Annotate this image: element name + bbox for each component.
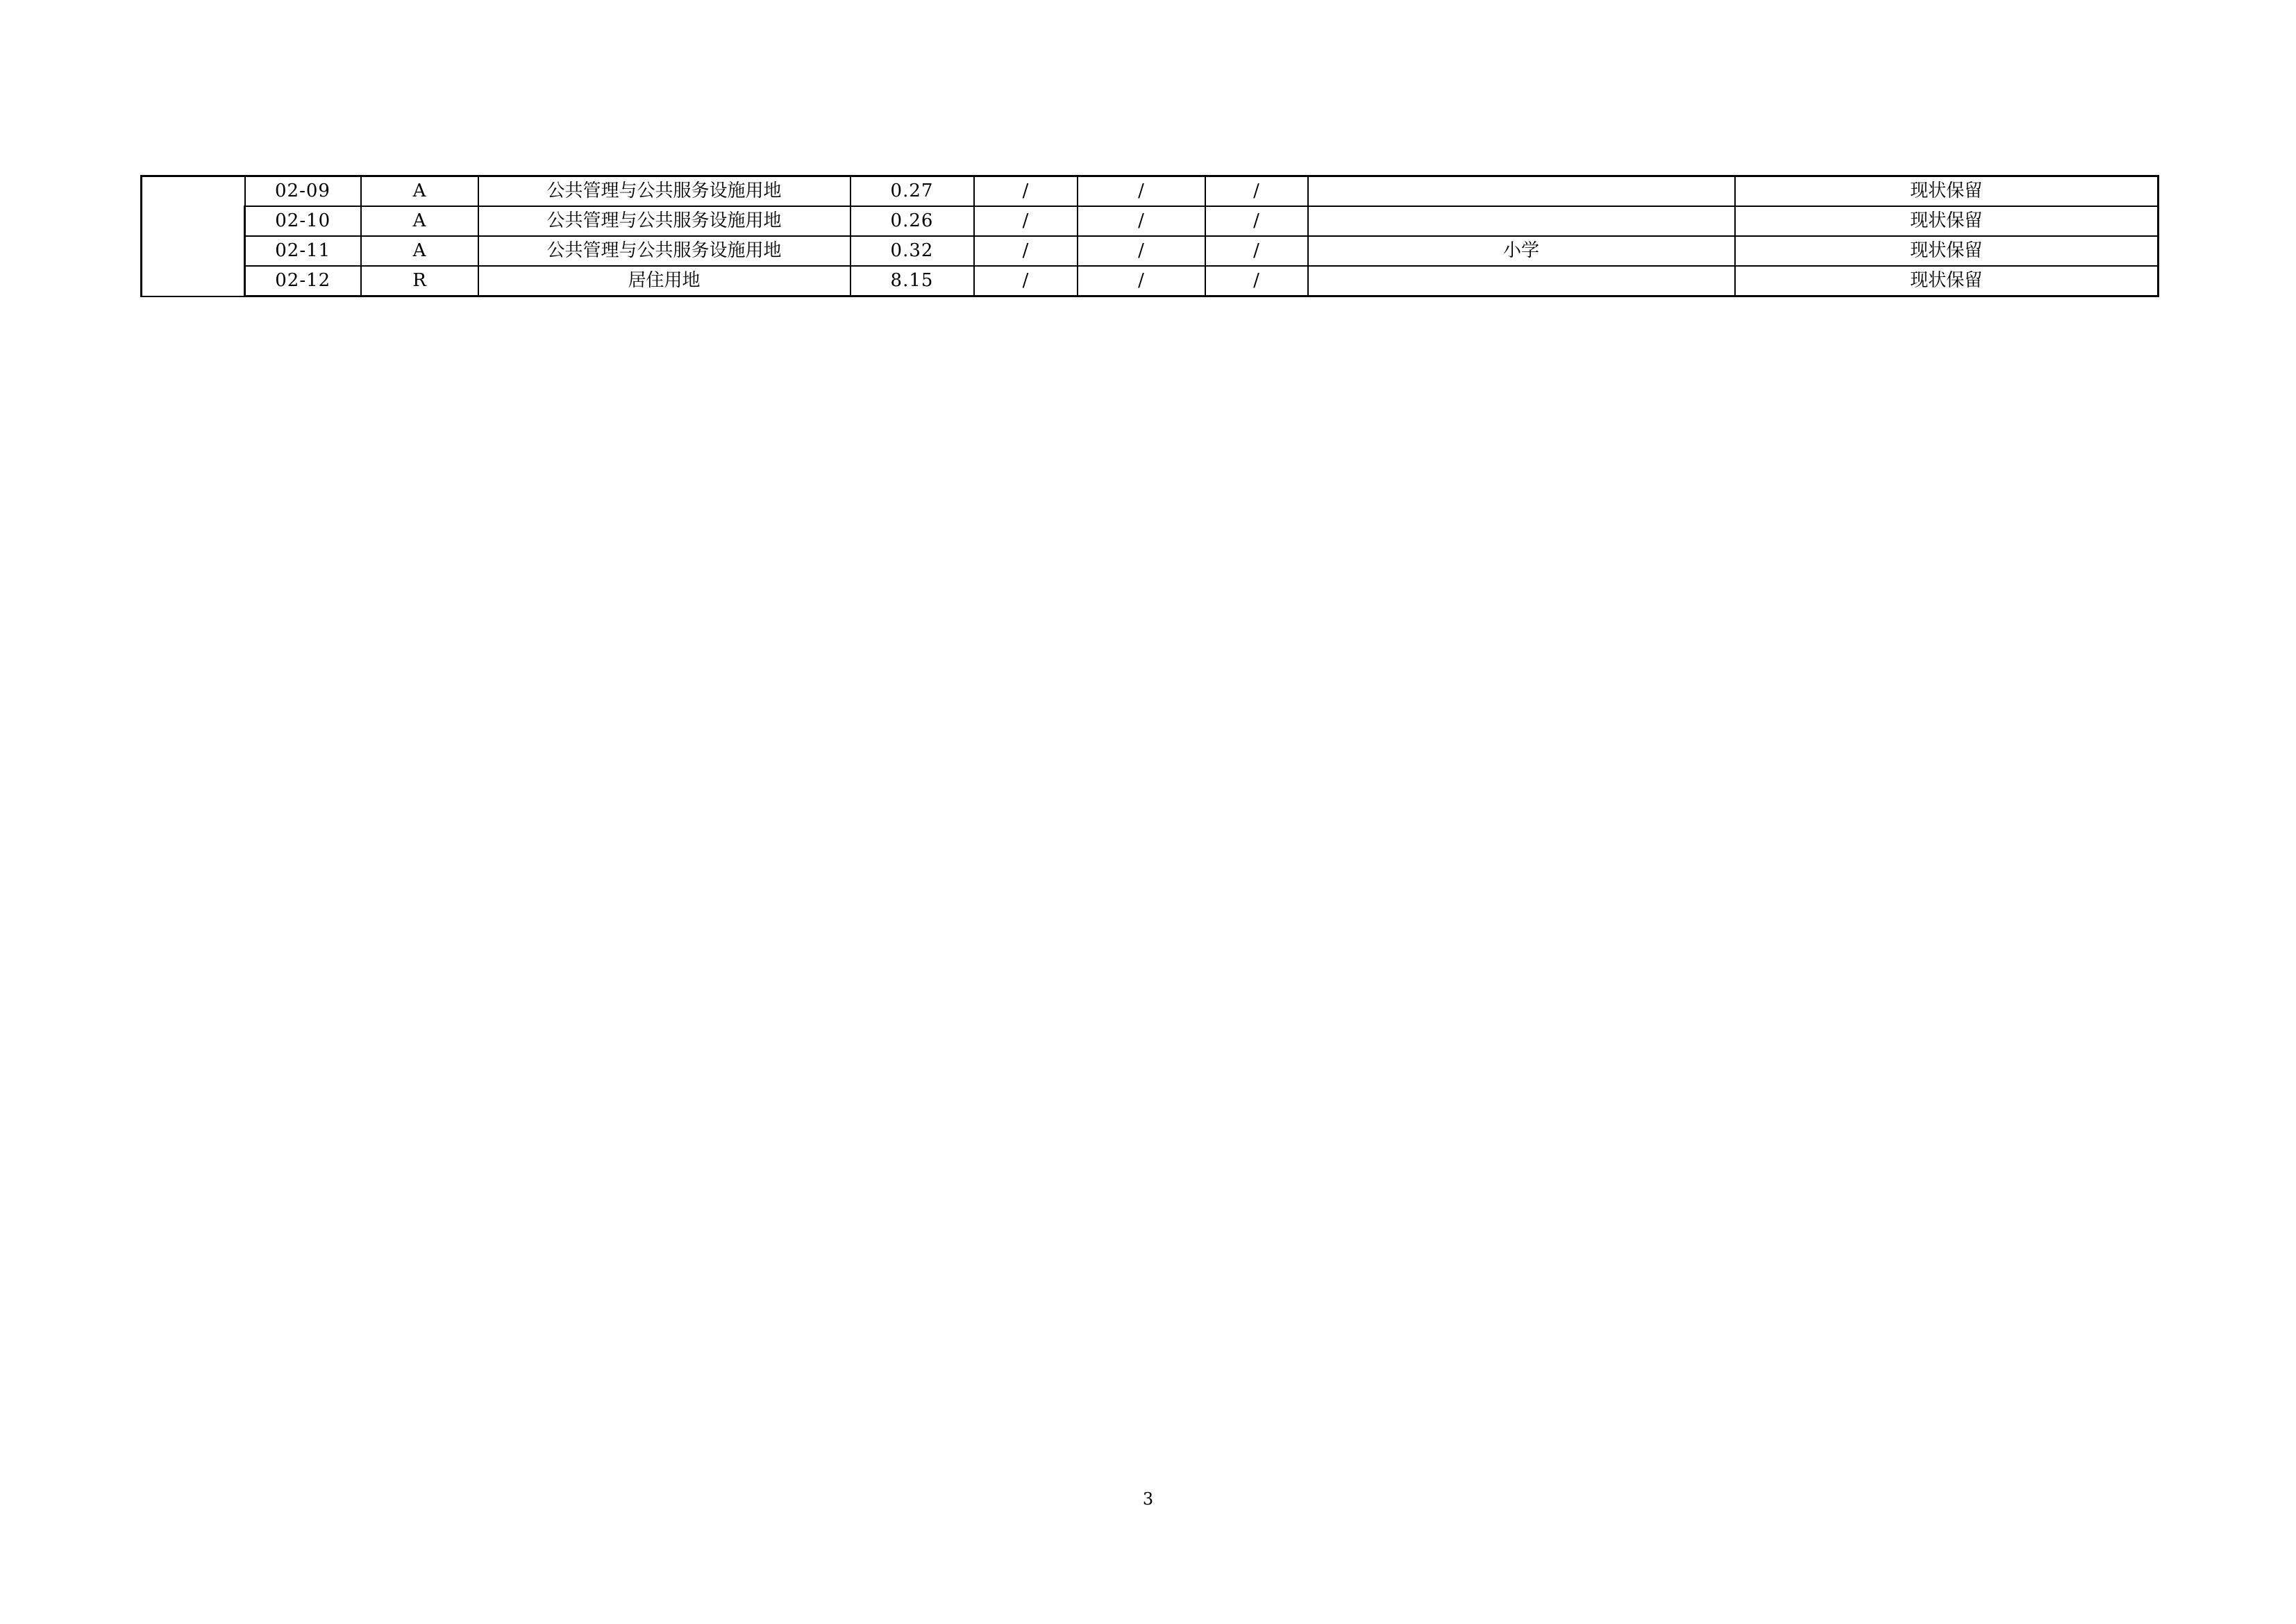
table-row bbox=[142, 206, 2159, 236]
facility-note-cell bbox=[1308, 206, 1735, 236]
indicator-3-cell: / bbox=[1205, 266, 1308, 296]
plot-code-cell: 02-11 bbox=[245, 236, 361, 266]
indicator-1-cell: / bbox=[974, 176, 1078, 207]
table-body bbox=[142, 176, 2159, 296]
plot-code-cell: 02-12 bbox=[245, 266, 361, 296]
indicator-3-cell: / bbox=[1205, 236, 1308, 266]
table-row bbox=[142, 266, 2159, 296]
area-cell: 0.26 bbox=[850, 206, 974, 236]
area-cell: 0.32 bbox=[850, 236, 974, 266]
indicator-3-cell: / bbox=[1205, 206, 1308, 236]
table-row bbox=[142, 236, 2159, 266]
indicator-1-cell: / bbox=[974, 236, 1078, 266]
indicator-2-cell: / bbox=[1078, 236, 1205, 266]
land-use-name-cell: 公共管理与公共服务设施用地 bbox=[478, 176, 850, 207]
facility-note-cell: 小学 bbox=[1308, 236, 1735, 266]
status-cell: 现状保留 bbox=[1735, 266, 2159, 296]
land-type-code-cell: A bbox=[361, 236, 478, 266]
indicator-2-cell: / bbox=[1078, 266, 1205, 296]
land-use-table bbox=[140, 175, 2159, 297]
indicator-2-cell: / bbox=[1078, 206, 1205, 236]
status-cell: 现状保留 bbox=[1735, 236, 2159, 266]
page-number: 3 bbox=[1142, 1489, 1154, 1509]
indicator-2-cell: / bbox=[1078, 176, 1205, 207]
land-type-code-cell: A bbox=[361, 206, 478, 236]
table-row bbox=[142, 176, 2159, 207]
area-cell: 8.15 bbox=[850, 266, 974, 296]
plot-code-cell: 02-09 bbox=[245, 176, 361, 207]
facility-note-cell bbox=[1308, 266, 1735, 296]
indicator-3-cell: / bbox=[1205, 176, 1308, 207]
indicator-1-cell: / bbox=[974, 206, 1078, 236]
land-use-name-cell: 居住用地 bbox=[478, 266, 850, 296]
status-cell: 现状保留 bbox=[1735, 176, 2159, 207]
land-type-code-cell: A bbox=[361, 176, 478, 207]
area-cell: 0.27 bbox=[850, 176, 974, 207]
facility-note-cell bbox=[1308, 176, 1735, 207]
land-use-name-cell: 公共管理与公共服务设施用地 bbox=[478, 236, 850, 266]
district-cell bbox=[142, 176, 245, 296]
land-use-name-cell: 公共管理与公共服务设施用地 bbox=[478, 206, 850, 236]
indicator-1-cell: / bbox=[974, 266, 1078, 296]
status-cell: 现状保留 bbox=[1735, 206, 2159, 236]
land-type-code-cell: R bbox=[361, 266, 478, 296]
plot-code-cell: 02-10 bbox=[245, 206, 361, 236]
